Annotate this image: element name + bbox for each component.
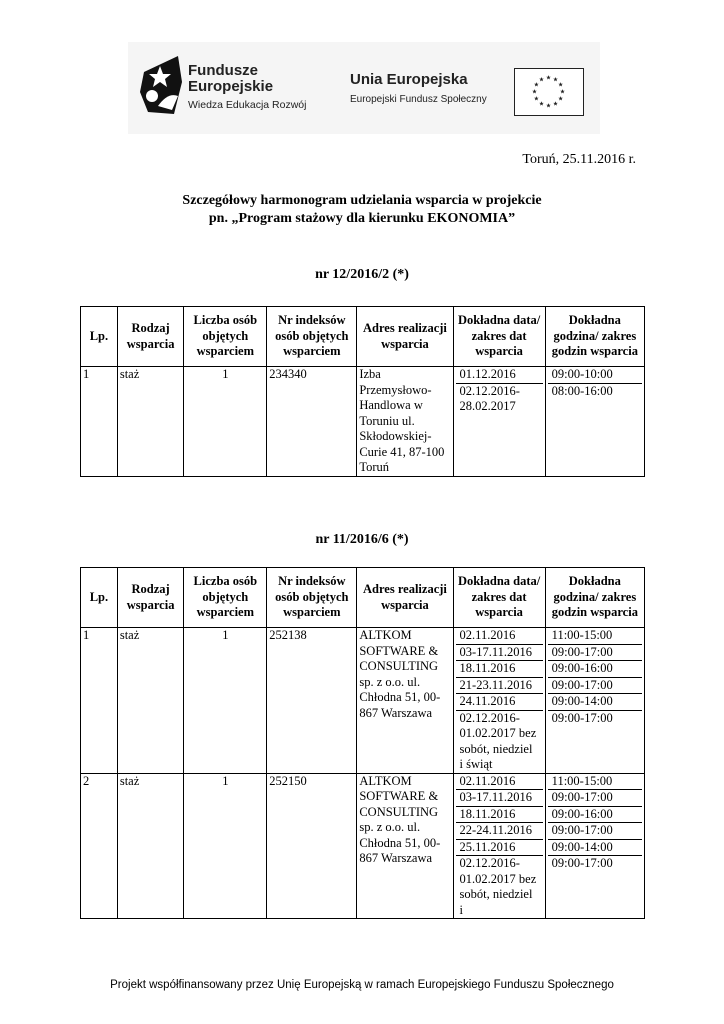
cell-rodzaj: staż xyxy=(117,628,184,774)
eu-star-icon xyxy=(534,96,539,100)
col-liczba: Liczba osób objętych wsparciem xyxy=(184,568,267,628)
col-data: Dokładna data/ zakres dat wsparcia xyxy=(453,568,545,628)
col-rodzaj: Rodzaj wsparcia xyxy=(117,307,184,367)
cell-lp: 1 xyxy=(81,628,118,774)
eu-star-icon xyxy=(539,77,544,81)
col-nr: Nr indeksów osób objętych wsparciem xyxy=(267,568,357,628)
fe-subtitle: Wiedza Edukacja Rozwój xyxy=(188,99,307,111)
date-entry: 02.12.2016-01.02.2017 bez sobót, niedziel i świąt xyxy=(456,710,543,773)
document-title xyxy=(0,192,724,228)
eu-title: Unia Europejska xyxy=(350,71,468,88)
schedule-table-2 xyxy=(80,567,645,919)
hour-entry: 09:00-17:00 xyxy=(548,710,642,727)
hour-entry: 09:00-14:00 xyxy=(548,839,642,856)
eu-star-icon xyxy=(553,101,558,105)
hour-entry: 09:00-17:00 xyxy=(548,822,642,839)
eu-subtitle: Europejski Fundusz Społeczny xyxy=(350,94,487,105)
cell-dates xyxy=(453,628,545,774)
cell-liczba: 1 xyxy=(184,773,267,919)
date-entry: 03-17.11.2016 xyxy=(456,789,543,806)
hour-entry: 11:00-15:00 xyxy=(551,628,613,642)
col-adres: Adres realizacji wsparcia xyxy=(357,307,453,367)
hour-entry: 09:00-17:00 xyxy=(548,789,642,806)
col-godzina: Dokładna godzina/ zakres godzin wsparcia xyxy=(545,568,644,628)
eu-stars-icon xyxy=(515,69,582,114)
eu-star-icon xyxy=(539,101,544,105)
col-liczba: Liczba osób objętych wsparciem xyxy=(184,307,267,367)
cell-lp: 2 xyxy=(81,773,118,919)
fe-title-line2: Europejskie xyxy=(188,78,274,95)
table-header-row xyxy=(81,568,645,628)
section1-heading: nr 12/2016/2 (*) xyxy=(315,267,409,282)
col-rodzaj: Rodzaj wsparcia xyxy=(117,568,184,628)
col-data: Dokładna data/ zakres dat wsparcia xyxy=(453,307,545,367)
cell-hours xyxy=(545,773,644,919)
fe-title-line1: Fundusze xyxy=(188,62,258,79)
date-entry: 02.12.2016-01.02.2017 bez sobót, niedziel i xyxy=(456,855,543,918)
cell-lp: 1 xyxy=(81,367,118,477)
eu-star-icon xyxy=(534,82,539,86)
col-godzina: Dokładna godzina/ zakres godzin wsparcia xyxy=(545,307,644,367)
title-line-1: Szczegółowy harmonogram udzielania wsparcia w projekcie xyxy=(182,193,542,208)
date-entry: 02.11.2016 xyxy=(459,773,516,788)
date-line: Toruń, 25.11.2016 r. xyxy=(522,152,636,167)
date-entry: 22-24.11.2016 xyxy=(456,822,543,839)
eu-star-icon xyxy=(553,77,558,81)
cell-liczba: 1 xyxy=(184,628,267,774)
eu-text xyxy=(350,72,487,105)
date-entry: 18.11.2016 xyxy=(456,806,543,823)
hour-entry: 09:00-17:00 xyxy=(548,855,642,872)
cell-nr: 252150 xyxy=(267,773,357,919)
table-row xyxy=(81,773,645,919)
date-entry: 03-17.11.2016 xyxy=(456,644,543,661)
section2-heading: nr 11/2016/6 (*) xyxy=(315,532,409,547)
date-entry: 01.12.2016 xyxy=(459,367,516,381)
table-row xyxy=(81,367,645,477)
hour-entry: 08:00-16:00 xyxy=(548,383,642,400)
cell-hours xyxy=(545,628,644,774)
hour-entry: 09:00-14:00 xyxy=(548,693,642,710)
hour-entry: 09:00-17:00 xyxy=(548,677,642,694)
col-lp: Lp. xyxy=(81,307,118,367)
eu-star-icon xyxy=(558,96,563,100)
hour-entry: 11:00-15:00 xyxy=(551,773,613,788)
date-entry: 25.11.2016 xyxy=(456,839,543,856)
date-entry: 02.11.2016 xyxy=(459,628,516,642)
hour-entry: 09:00-10:00 xyxy=(551,367,613,381)
footer-note: Projekt współfinansowany przez Unię Europejską w ramach Europejskiego Funduszu Społecznego xyxy=(110,979,614,991)
cell-adres: ALTKOM SOFTWARE & CONSULTING sp. z o.o. ul. Chłodna 51, 00-867 Warszawa xyxy=(357,773,453,919)
fundusze-europejskie-logo xyxy=(138,52,186,118)
date-entry: 24.11.2016 xyxy=(456,693,543,710)
col-adres: Adres realizacji wsparcia xyxy=(357,568,453,628)
eu-star-icon xyxy=(546,103,551,107)
cell-nr: 234340 xyxy=(267,367,357,477)
cell-adres: Izba Przemysłowo-Handlowa w Toruniu ul. Skłodowskiej-Curie 41, 87-100 Toruń xyxy=(357,367,453,477)
date-entry: 21-23.11.2016 xyxy=(456,677,543,694)
eu-flag xyxy=(514,68,584,116)
date-entry: 18.11.2016 xyxy=(456,660,543,677)
date-entry: 02.12.2016-28.02.2017 xyxy=(456,383,543,415)
col-lp: Lp. xyxy=(81,568,118,628)
fundusze-europejskie-text xyxy=(188,63,306,111)
eu-star-icon xyxy=(558,82,563,86)
hour-entry: 09:00-16:00 xyxy=(548,806,642,823)
cell-liczba: 1 xyxy=(184,367,267,477)
hour-entry: 09:00-16:00 xyxy=(548,660,642,677)
col-nr: Nr indeksów osób objętych wsparciem xyxy=(267,307,357,367)
cell-hours xyxy=(545,367,644,477)
hour-entry: 09:00-17:00 xyxy=(548,644,642,661)
eu-star-icon xyxy=(532,89,537,93)
eu-star-icon xyxy=(546,75,551,79)
title-line-2: pn. „Program stażowy dla kierunku EKONOMIA” xyxy=(208,211,516,226)
cell-rodzaj: staż xyxy=(117,773,184,919)
schedule-table-1 xyxy=(80,306,645,477)
table-header-row xyxy=(81,307,645,367)
cell-nr: 252138 xyxy=(267,628,357,774)
cell-rodzaj: staż xyxy=(117,367,184,477)
table-row xyxy=(81,628,645,774)
cell-adres: ALTKOM SOFTWARE & CONSULTING sp. z o.o. ul. Chłodna 51, 00-867 Warszawa xyxy=(357,628,453,774)
cell-dates xyxy=(453,367,545,477)
cell-dates xyxy=(453,773,545,919)
eu-star-icon xyxy=(560,89,565,93)
